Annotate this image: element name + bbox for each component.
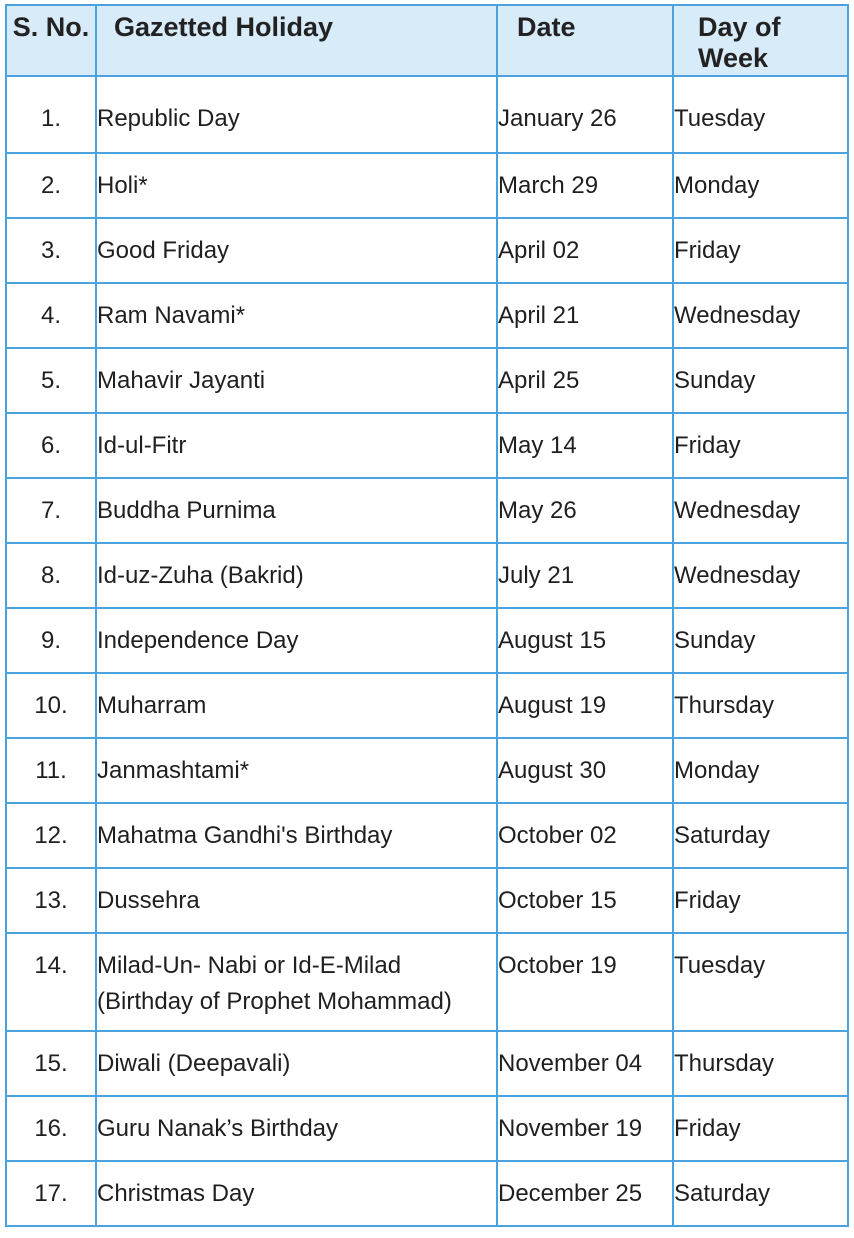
- date-cell: April 21: [497, 283, 673, 348]
- holiday-name-cell: Diwali (Deepavali): [96, 1031, 497, 1096]
- serial-number-cell: 4.: [6, 283, 96, 348]
- day-of-week-cell: Tuesday: [673, 933, 848, 1031]
- table-row: [6, 673, 848, 738]
- holiday-name-cell: Id-uz-Zuha (Bakrid): [96, 543, 497, 608]
- day-of-week-cell: Thursday: [673, 673, 848, 738]
- date-cell: May 14: [497, 413, 673, 478]
- table-row: [6, 478, 848, 543]
- date-cell: May 26: [497, 478, 673, 543]
- header-serial-number: S. No.: [6, 5, 96, 76]
- header-gazetted-holiday: Gazetted Holiday: [96, 5, 497, 76]
- day-of-week-cell: Tuesday: [673, 76, 848, 153]
- table-row: [6, 76, 848, 153]
- date-cell: December 25: [497, 1161, 673, 1226]
- serial-number-cell: 16.: [6, 1096, 96, 1161]
- day-of-week-cell: Saturday: [673, 1161, 848, 1226]
- holiday-name-cell: Janmashtami*: [96, 738, 497, 803]
- holiday-name-cell: Dussehra: [96, 868, 497, 933]
- gazetted-holidays-table: [5, 4, 849, 1227]
- holiday-name-cell: Id-ul-Fitr: [96, 413, 497, 478]
- date-cell: November 19: [497, 1096, 673, 1161]
- holiday-name-cell: Mahatma Gandhi's Birthday: [96, 803, 497, 868]
- holiday-name-cell: Independence Day: [96, 608, 497, 673]
- day-of-week-cell: Wednesday: [673, 543, 848, 608]
- serial-number-cell: 2.: [6, 153, 96, 218]
- day-of-week-cell: Thursday: [673, 1031, 848, 1096]
- serial-number-cell: 3.: [6, 218, 96, 283]
- day-of-week-cell: Friday: [673, 413, 848, 478]
- table-row: [6, 803, 848, 868]
- holiday-name-cell: Mahavir Jayanti: [96, 348, 497, 413]
- holiday-name-cell: Good Friday: [96, 218, 497, 283]
- serial-number-cell: 1.: [6, 76, 96, 153]
- date-cell: April 25: [497, 348, 673, 413]
- header-row: [6, 5, 848, 76]
- table-row: [6, 218, 848, 283]
- date-cell: July 21: [497, 543, 673, 608]
- day-of-week-cell: Saturday: [673, 803, 848, 868]
- serial-number-cell: 9.: [6, 608, 96, 673]
- date-cell: March 29: [497, 153, 673, 218]
- holiday-name-cell: Milad-Un- Nabi or Id-E-Milad (Birthday of Prophet Mohammad): [96, 933, 497, 1031]
- table-row: [6, 153, 848, 218]
- table-row: [6, 608, 848, 673]
- serial-number-cell: 10.: [6, 673, 96, 738]
- date-cell: January 26: [497, 76, 673, 153]
- holiday-name-cell: Republic Day: [96, 76, 497, 153]
- day-of-week-cell: Monday: [673, 153, 848, 218]
- table-row: [6, 413, 848, 478]
- table-row: [6, 933, 848, 1031]
- serial-number-cell: 7.: [6, 478, 96, 543]
- serial-number-cell: 12.: [6, 803, 96, 868]
- serial-number-cell: 17.: [6, 1161, 96, 1226]
- date-cell: August 15: [497, 608, 673, 673]
- table-row: [6, 1096, 848, 1161]
- date-cell: October 02: [497, 803, 673, 868]
- table-row: [6, 543, 848, 608]
- serial-number-cell: 5.: [6, 348, 96, 413]
- date-cell: April 02: [497, 218, 673, 283]
- serial-number-cell: 14.: [6, 933, 96, 1031]
- serial-number-cell: 8.: [6, 543, 96, 608]
- header-date: Date: [497, 5, 673, 76]
- serial-number-cell: 15.: [6, 1031, 96, 1096]
- day-of-week-cell: Sunday: [673, 348, 848, 413]
- date-cell: October 19: [497, 933, 673, 1031]
- holiday-name-cell: Holi*: [96, 153, 497, 218]
- day-of-week-cell: Sunday: [673, 608, 848, 673]
- serial-number-cell: 13.: [6, 868, 96, 933]
- table-row: [6, 868, 848, 933]
- table-row: [6, 348, 848, 413]
- date-cell: August 19: [497, 673, 673, 738]
- table-row: [6, 1031, 848, 1096]
- holiday-name-cell: Ram Navami*: [96, 283, 497, 348]
- day-of-week-cell: Friday: [673, 218, 848, 283]
- date-cell: November 04: [497, 1031, 673, 1096]
- serial-number-cell: 11.: [6, 738, 96, 803]
- date-cell: October 15: [497, 868, 673, 933]
- holiday-name-cell: Muharram: [96, 673, 497, 738]
- day-of-week-cell: Wednesday: [673, 478, 848, 543]
- table-row: [6, 1161, 848, 1226]
- serial-number-cell: 6.: [6, 413, 96, 478]
- day-of-week-cell: Friday: [673, 868, 848, 933]
- header-day-of-week: Day of Week: [673, 5, 848, 76]
- day-of-week-cell: Monday: [673, 738, 848, 803]
- holiday-name-cell: Guru Nanak’s Birthday: [96, 1096, 497, 1161]
- table-row: [6, 738, 848, 803]
- day-of-week-cell: Friday: [673, 1096, 848, 1161]
- table-row: [6, 283, 848, 348]
- holiday-name-cell: Buddha Purnima: [96, 478, 497, 543]
- holiday-name-cell: Christmas Day: [96, 1161, 497, 1226]
- day-of-week-cell: Wednesday: [673, 283, 848, 348]
- date-cell: August 30: [497, 738, 673, 803]
